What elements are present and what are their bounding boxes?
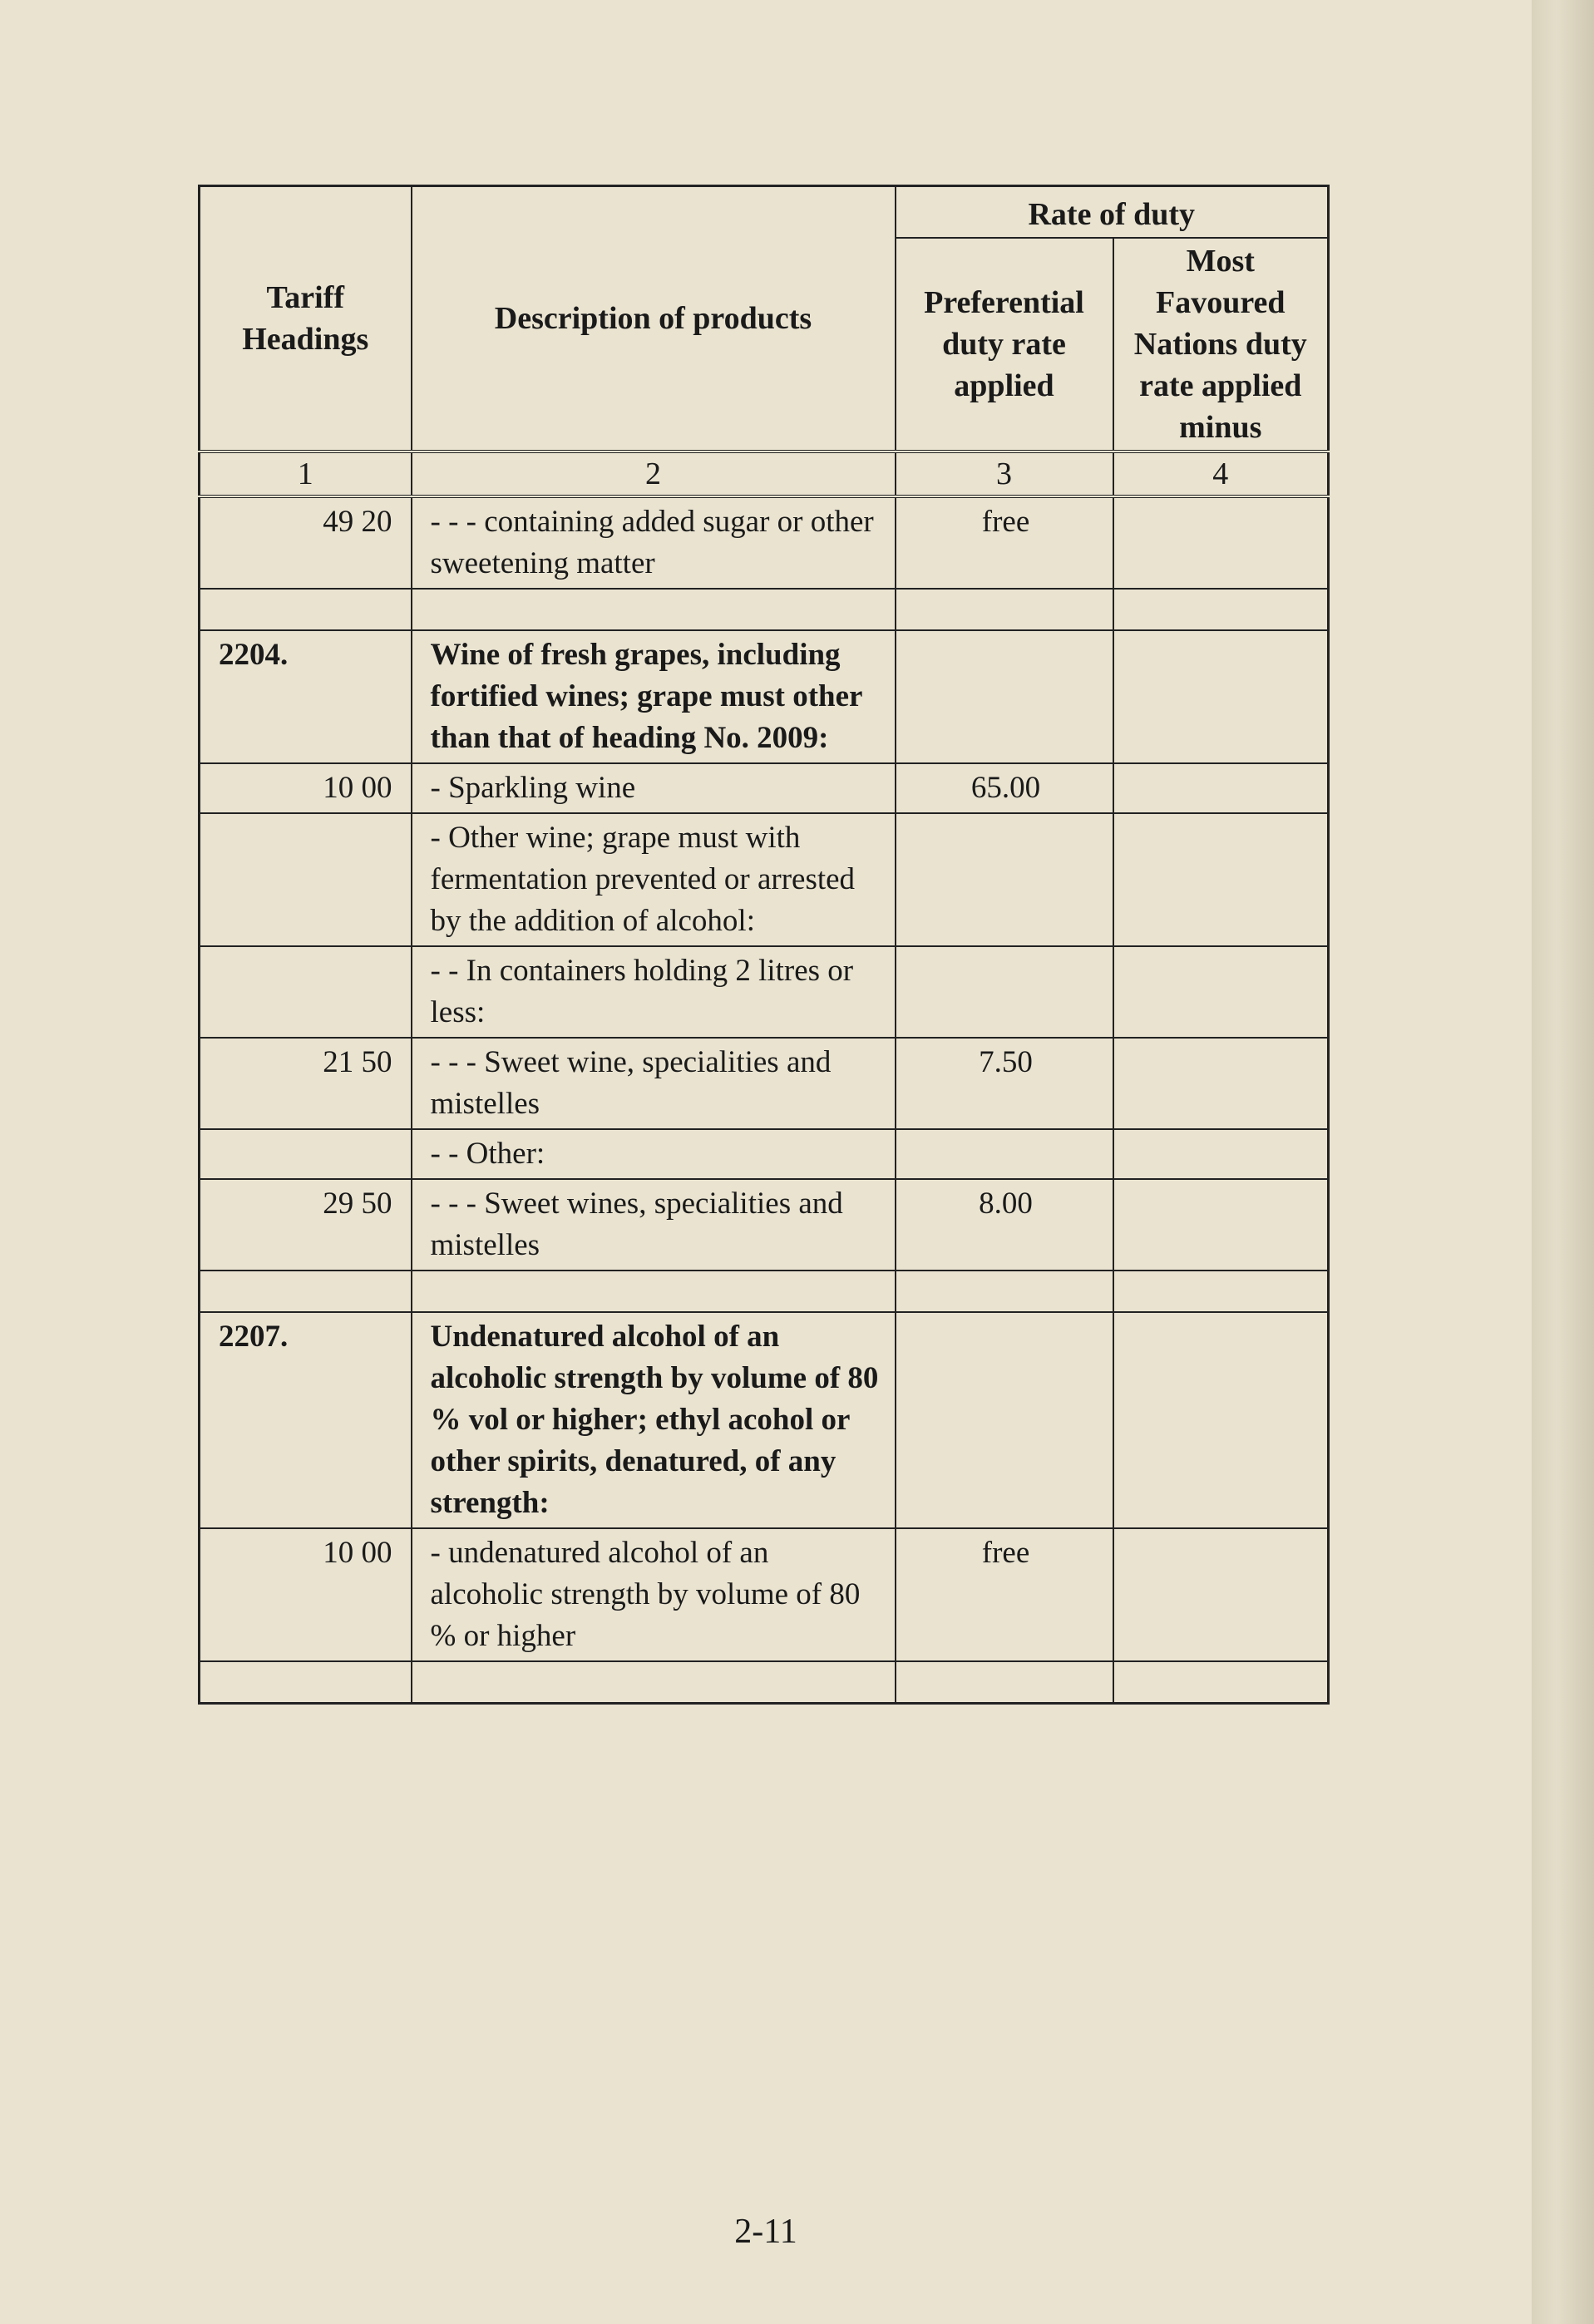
description-cell [412, 589, 896, 630]
preferential-rate-cell [896, 1312, 1113, 1528]
mfn-rate-cell [1113, 496, 1329, 589]
mfn-rate-cell [1113, 813, 1329, 946]
preferential-rate-cell: free [896, 1528, 1113, 1661]
tariff-code-cell: 49 20 [200, 496, 412, 589]
tariff-table [198, 185, 1330, 1705]
tariff-body [200, 496, 1329, 1704]
description-cell: - - - containing added sugar or other sweetening matter [412, 496, 896, 589]
column-number: 2 [412, 451, 896, 496]
mfn-rate-cell [1113, 946, 1329, 1038]
description-cell: - Other wine; grape must with fermentation prevented or arrested by the addition of alcohol: [412, 813, 896, 946]
description-cell [412, 1271, 896, 1312]
preferential-rate-cell [896, 630, 1113, 763]
description-cell: - - In containers holding 2 litres or less: [412, 946, 896, 1038]
description-cell [412, 1661, 896, 1704]
table-row [200, 1179, 1329, 1271]
description-cell: Undenatured alcohol of an alcoholic strength by volume of 80 % vol or higher; ethyl acohol or other spirits, denatured, of any strength: [412, 1312, 896, 1528]
table-row [200, 946, 1329, 1038]
tariff-code-cell [200, 1661, 412, 1704]
table-row [200, 630, 1329, 763]
mfn-rate-cell [1113, 1528, 1329, 1661]
mfn-rate-cell [1113, 1038, 1329, 1129]
preferential-rate-cell [896, 813, 1113, 946]
mfn-rate-cell [1113, 1129, 1329, 1179]
preferential-rate-cell: 65.00 [896, 763, 1113, 813]
table-row [200, 1661, 1329, 1704]
table-row [200, 589, 1329, 630]
table-row [200, 813, 1329, 946]
column-number-row [200, 451, 1329, 496]
mfn-rate-cell [1113, 589, 1329, 630]
header-tariff-headings: Tariff Headings [200, 186, 412, 452]
tariff-code-cell: 21 50 [200, 1038, 412, 1129]
header-rate-of-duty: Rate of duty [896, 186, 1329, 239]
table-row [200, 1312, 1329, 1528]
description-cell: - - - Sweet wines, specialities and mistelles [412, 1179, 896, 1271]
tariff-code-cell: 2204. [200, 630, 412, 763]
tariff-code-cell [200, 946, 412, 1038]
column-number: 1 [200, 451, 412, 496]
table-row [200, 1038, 1329, 1129]
table-row [200, 763, 1329, 813]
header-mfn: Most Favoured Nations duty rate applied minus [1113, 238, 1329, 451]
tariff-code-cell: 10 00 [200, 1528, 412, 1661]
mfn-rate-cell [1113, 1271, 1329, 1312]
header-row-1 [200, 186, 1329, 239]
preferential-rate-cell: 8.00 [896, 1179, 1113, 1271]
tariff-code-cell [200, 1129, 412, 1179]
preferential-rate-cell [896, 589, 1113, 630]
tariff-code-cell [200, 1271, 412, 1312]
description-cell: - - - Sweet wine, specialities and mistelles [412, 1038, 896, 1129]
page-edge-shadow [1532, 0, 1594, 2324]
preferential-rate-cell [896, 1129, 1113, 1179]
mfn-rate-cell [1113, 1312, 1329, 1528]
tariff-code-cell: 29 50 [200, 1179, 412, 1271]
table-row [200, 496, 1329, 589]
preferential-rate-cell: free [896, 496, 1113, 589]
table-row [200, 1129, 1329, 1179]
header-preferential: Preferential duty rate applied [896, 238, 1113, 451]
tariff-code-cell [200, 813, 412, 946]
preferential-rate-cell: 7.50 [896, 1038, 1113, 1129]
column-number: 4 [1113, 451, 1329, 496]
table-row [200, 1528, 1329, 1661]
table-row [200, 1271, 1329, 1312]
preferential-rate-cell [896, 946, 1113, 1038]
preferential-rate-cell [896, 1271, 1113, 1312]
mfn-rate-cell [1113, 630, 1329, 763]
mfn-rate-cell [1113, 1179, 1329, 1271]
mfn-rate-cell [1113, 763, 1329, 813]
description-cell: - - Other: [412, 1129, 896, 1179]
tariff-code-cell: 2207. [200, 1312, 412, 1528]
mfn-rate-cell [1113, 1661, 1329, 1704]
preferential-rate-cell [896, 1661, 1113, 1704]
header-description: Description of products [412, 186, 896, 452]
page-number: 2-11 [734, 2213, 797, 2251]
column-number: 3 [896, 451, 1113, 496]
tariff-code-cell: 10 00 [200, 763, 412, 813]
description-cell: - Sparkling wine [412, 763, 896, 813]
tariff-code-cell [200, 589, 412, 630]
description-cell: - undenatured alcohol of an alcoholic strength by volume of 80 % or higher [412, 1528, 896, 1661]
description-cell: Wine of fresh grapes, including fortified wines; grape must other than that of heading No. 2009: [412, 630, 896, 763]
